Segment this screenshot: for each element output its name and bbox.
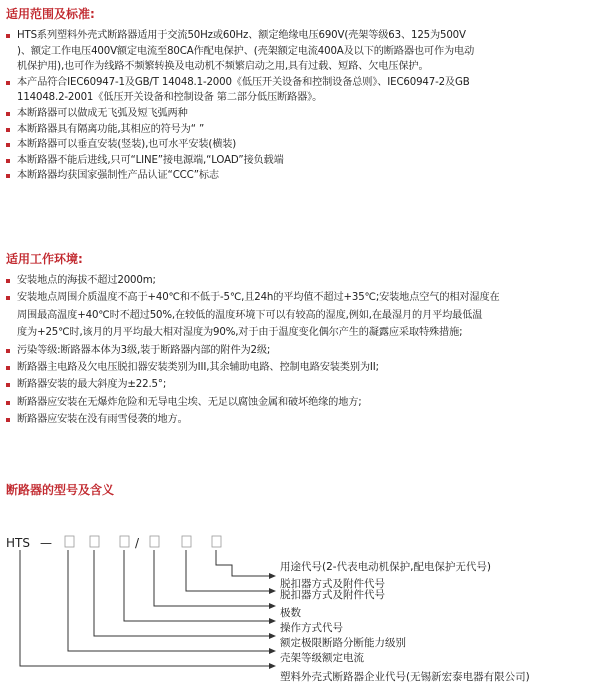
leader-usage bbox=[216, 550, 270, 576]
scope-item bbox=[6, 28, 596, 75]
bullet-marker bbox=[6, 34, 10, 38]
environment-item-text: 断路器应安装在没有雨雪侵袭的地方。 bbox=[17, 414, 188, 426]
leader-operation bbox=[124, 550, 270, 621]
bullet-marker bbox=[6, 112, 10, 116]
meaning-usage: 用途代号(2-代表电动机保护,配电保护无代号) bbox=[280, 561, 491, 573]
bullet-marker bbox=[6, 159, 10, 163]
environment-item-text: 度为+25℃时,该月的月平均最大相对湿度为90%,对于由于温度变化偶尔产生的凝露应采取特殊措施; bbox=[17, 327, 463, 339]
leader-release bbox=[186, 550, 270, 591]
environment-item bbox=[6, 376, 596, 393]
bullet-marker bbox=[6, 81, 10, 85]
meaning-release-1: 脱扣器方式及附件代号 bbox=[280, 578, 385, 590]
bullet-marker bbox=[6, 143, 10, 147]
environment-item bbox=[6, 411, 596, 428]
scope-item bbox=[6, 122, 596, 138]
environment-item bbox=[6, 272, 596, 289]
model-code-diagram bbox=[0, 520, 600, 694]
model-leader-lines bbox=[20, 550, 276, 669]
leader-poles bbox=[154, 550, 270, 606]
scope-item bbox=[6, 137, 596, 153]
leader-breaking bbox=[94, 550, 270, 636]
scope-item-text: 机保护用),也可作为线路不频繁转换及电动机不频繁启动之用,具有过载、短路、欠电压保护。 bbox=[17, 61, 429, 73]
model-prefix: HTS bbox=[6, 536, 30, 550]
bullet-marker bbox=[6, 418, 10, 422]
bullet-marker bbox=[6, 383, 10, 387]
scope-item bbox=[6, 106, 596, 122]
bullet-marker bbox=[6, 128, 10, 132]
slot-box-poles bbox=[182, 536, 191, 547]
meaning-enterprise: 塑料外壳式断路器企业代号(无锡新宏泰电器有限公司) bbox=[280, 671, 530, 683]
slot-box-usage bbox=[212, 536, 221, 547]
environment-title: 适用工作环境: bbox=[6, 252, 83, 266]
bullet-marker bbox=[6, 279, 10, 283]
scope-list bbox=[6, 28, 596, 184]
slot-box-operation bbox=[150, 536, 159, 547]
model-slash: / bbox=[135, 536, 140, 550]
environment-item-text: 安装地点周围介质温度不高于+40℃和不低于-5℃,且24h的平均值不超过+35℃;安装地点空气的相对湿度在 bbox=[17, 292, 500, 304]
scope-item bbox=[6, 168, 596, 184]
environment-item bbox=[6, 359, 596, 376]
environment-item-text: 断路器安装的最大斜度为±22.5°; bbox=[17, 379, 167, 391]
meaning-breaking: 额定极限断路分断能力级别 bbox=[280, 637, 406, 649]
environment-list bbox=[6, 272, 596, 429]
bullet-marker bbox=[6, 296, 10, 300]
meaning-release-2: 脱扣器方式及附件代号 bbox=[280, 589, 385, 601]
scope-item-text: 本产品符合IEC60947-1及GB/T 14048.1-2000《低压开关设备和控制设备总则》、IEC60947-2及GB bbox=[17, 76, 470, 88]
model-dash: — bbox=[40, 536, 52, 550]
bullet-marker bbox=[6, 349, 10, 353]
scope-title: 适用范围及标准: bbox=[6, 7, 95, 21]
meaning-poles: 极数 bbox=[280, 607, 301, 619]
bullet-marker bbox=[6, 401, 10, 405]
slot-box-frame-rating bbox=[65, 536, 74, 547]
model-meanings bbox=[280, 560, 530, 683]
bullet-marker bbox=[6, 366, 10, 370]
model-title: 断路器的型号及含义 bbox=[6, 483, 115, 497]
meaning-frame: 壳架等级额定电流 bbox=[280, 652, 364, 664]
environment-item bbox=[6, 342, 596, 359]
environment-item-text: 安装地点的海拔不超过2000m; bbox=[17, 275, 156, 286]
scope-item-text: HTS系列塑料外壳式断路器适用于交流50Hz或60Hz、额定绝缘电压690V(壳架等级63、125为500V bbox=[17, 30, 466, 41]
scope-item bbox=[6, 75, 596, 106]
environment-item-text: 断路器主电路及欠电压脱扣器安装类别为III,其余辅助电路、控制电路安装类别为II; bbox=[17, 362, 379, 374]
scope-item-text: 本断路器具有隔离功能,其相应的符号为“ ” bbox=[17, 123, 205, 135]
model-slot-boxes bbox=[65, 536, 221, 547]
slot-box-enterprise bbox=[90, 536, 99, 547]
environment-item bbox=[6, 394, 596, 411]
slot-box-breaking bbox=[120, 536, 129, 547]
environment-item bbox=[6, 289, 596, 341]
scope-item-text: 本断路器均获国家强制性产品认证“CCC”标志 bbox=[17, 170, 219, 182]
environment-item-text: 污染等级:断路器本体为3级,装于断路器内部的附件为2级; bbox=[17, 344, 271, 356]
meaning-operation: 操作方式代号 bbox=[280, 622, 343, 634]
scope-item-text: 本断路器可以垂直安装(竖装),也可水平安装(横装) bbox=[17, 139, 237, 151]
environment-item-text: 周围最高温度+40℃时不超过50%,在较低的温度环境下可以有较高的湿度,例如,在最湿月的月平均最低温 bbox=[17, 309, 483, 321]
environment-item-text: 断路器应安装在无爆炸危险和无导电尘埃、无足以腐蚀金属和破坏绝缘的地方; bbox=[17, 396, 362, 408]
scope-item-text: 本断路器可以做成无飞弧及短飞弧两种 bbox=[17, 107, 188, 119]
bullet-marker bbox=[6, 174, 10, 178]
scope-item-text: )、额定工作电压400V额定电流至80CA作配电保护、(壳架额定电流400A及以下的断路器也可作为电动 bbox=[17, 45, 475, 57]
scope-item bbox=[6, 153, 596, 169]
scope-item-text: 114048.2-2001《低压开关设备和控制设备 第二部分低压断路器》。 bbox=[17, 92, 323, 104]
scope-item-text: 本断路器不能后进线,只可“LINE”接电源端,“LOAD”接负载端 bbox=[17, 154, 284, 166]
